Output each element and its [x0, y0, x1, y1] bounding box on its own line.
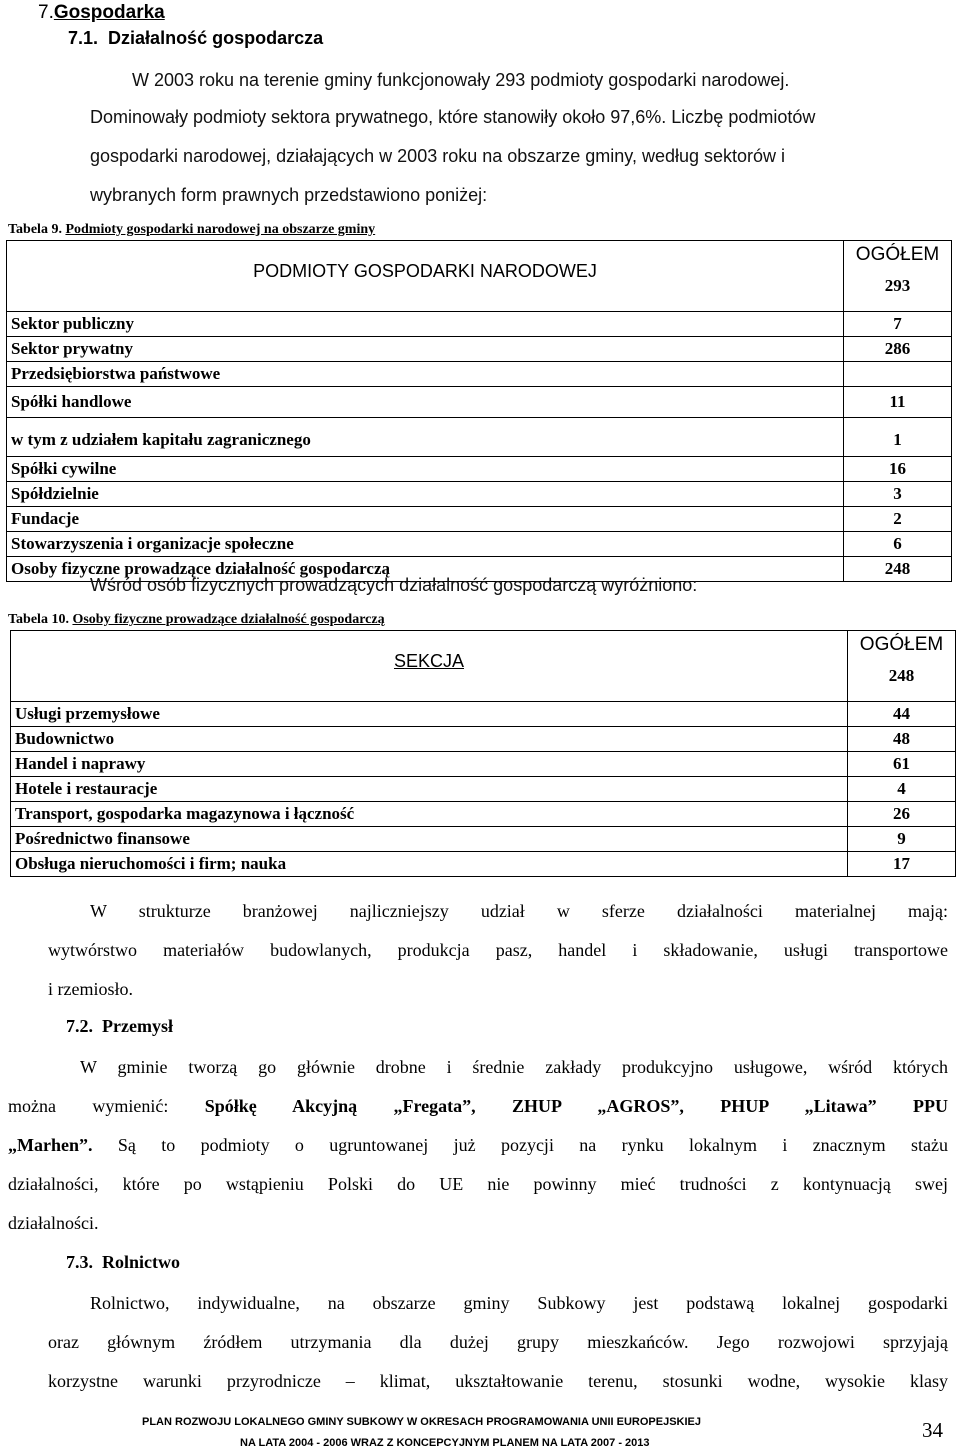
industry-line-3	[8, 1126, 948, 1165]
table-row	[7, 507, 952, 532]
section-7-1-number: 7.1.	[68, 28, 99, 48]
row-value: 11	[844, 387, 952, 418]
row-value: 1	[844, 418, 952, 457]
row-value: 48	[848, 727, 956, 752]
intro-line-2: Dominowały podmioty sektora prywatnego, które stanowiły około 97,6%. Liczbę podmiotów	[90, 107, 816, 127]
row-label: Transport, gospodarka magazynowa i łączność	[11, 802, 848, 827]
industry-line-2	[8, 1087, 948, 1126]
row-value: 3	[844, 482, 952, 507]
table-10-caption-prefix: Tabela 10.	[8, 612, 69, 627]
row-label: Spółki cywilne	[7, 457, 844, 482]
row-value: 9	[848, 827, 956, 852]
table-9-total-value: 293	[884, 276, 911, 295]
between-text: Wśród osób fizycznych prowadzących działalność gospodarczą wyróżniono:	[90, 575, 698, 595]
row-label: Stowarzyszenia i organizacje społeczne	[7, 532, 844, 557]
table-row	[7, 312, 952, 337]
row-label: Budownictwo	[11, 727, 848, 752]
row-value: 6	[844, 532, 952, 557]
agri-line-1: Rolnictwo, indywidualne, na obszarze gminy Subkowy jest podstawą lokalnej gospodarki	[90, 1293, 948, 1313]
industry-companies: Spółkę Akcyjną „Fregata”, ZHUP „AGROS”, PHUP „Litawa” PPU	[204, 1096, 949, 1116]
table-9	[6, 240, 952, 582]
row-label: w tym z udziałem kapitału zagranicznego	[7, 418, 844, 457]
row-label: Hotele i restauracje	[11, 777, 848, 802]
table-row	[7, 482, 952, 507]
agriculture-paragraph	[48, 1284, 948, 1401]
row-label: Obsługa nieruchomości i firm; nauka	[11, 852, 848, 877]
structure-line-2: wytwórstwo materiałów budowlanych, produkcja pasz, handel i składowanie, usługi transportowe	[48, 940, 948, 960]
intro-line-3: gospodarki narodowej, działających w 2003 roku na obszarze gminy, według sektorów i	[90, 146, 786, 166]
industry-line-5: działalności.	[8, 1213, 99, 1233]
row-label: Spółki handlowe	[7, 387, 844, 418]
intro-line-1: W 2003 roku na terenie gminy funkcjonowały 293 podmioty gospodarki narodowej.	[132, 70, 790, 90]
table-9-total-cell	[844, 241, 952, 312]
structure-paragraph	[48, 892, 948, 1009]
table-row	[11, 802, 956, 827]
table-9-header-label: PODMIOTY GOSPODARKI NARODOWEJ	[7, 241, 844, 312]
industry-line-2-normal: można wymienić:	[8, 1096, 205, 1116]
row-value: 2	[844, 507, 952, 532]
row-value: 286	[844, 337, 952, 362]
industry-line-1: W gminie tworzą go głównie drobne i średnie zakłady produkcyjno usługowe, wśród których	[80, 1057, 948, 1077]
table-row	[7, 532, 952, 557]
section-7-2-heading	[66, 1016, 173, 1037]
table-10-total-cell	[848, 631, 956, 702]
table-10-caption	[8, 612, 385, 628]
chapter-heading	[38, 2, 165, 24]
row-value: 7	[844, 312, 952, 337]
table-10-caption-text: Osoby fizyczne prowadzące działalność gospodarczą	[72, 612, 385, 627]
row-value: 17	[848, 852, 956, 877]
table-10-total-label: OGÓŁEM	[859, 634, 944, 655]
chapter-number: 7.	[38, 2, 54, 23]
table-9-caption	[8, 222, 375, 238]
section-7-1-heading	[68, 28, 323, 49]
row-value: 4	[848, 777, 956, 802]
table-row	[7, 387, 952, 418]
table-row	[11, 827, 956, 852]
row-value: 16	[844, 457, 952, 482]
section-7-3-title: Rolnictwo	[102, 1252, 180, 1272]
table-10-header-label: SEKCJA	[393, 651, 465, 671]
page-number: 34	[922, 1418, 943, 1442]
table-10-header-cell	[11, 631, 848, 702]
row-label: Osoby fizyczne prowadzące działalność gospodarczą	[7, 557, 844, 582]
table-row	[11, 702, 956, 727]
industry-line-3-normal: Są to podmioty o ugruntowanej już pozycji na rynku lokalnym i znacznym stażu	[92, 1135, 948, 1155]
section-7-2-number: 7.2.	[66, 1016, 93, 1036]
agri-line-2: oraz głównym źródłem utrzymania dla dużej grupy mieszkańców. Jego rozwojowi sprzyjają	[48, 1332, 948, 1352]
section-7-2-title: Przemysł	[102, 1016, 173, 1036]
row-value	[844, 362, 952, 387]
row-label: Usługi przemysłowe	[11, 702, 848, 727]
table-10-total-value: 248	[888, 666, 915, 685]
row-value: 44	[848, 702, 956, 727]
agri-line-3: korzystne warunki przyrodnicze – klimat, ukształtowanie terenu, stosunki wodne, wysokie klasy	[48, 1371, 948, 1391]
row-label: Handel i naprawy	[11, 752, 848, 777]
table-row	[11, 752, 956, 777]
table-9-caption-prefix: Tabela 9.	[8, 222, 62, 237]
table-9-header-row	[7, 241, 952, 312]
row-label: Przedsiębiorstwa państwowe	[7, 362, 844, 387]
section-7-3-heading	[66, 1252, 180, 1273]
table-row	[7, 457, 952, 482]
row-value: 61	[848, 752, 956, 777]
table-row	[11, 852, 956, 877]
industry-company-marhen: „Marhen”.	[8, 1135, 93, 1155]
industry-line-4: działalności, które po wstąpieniu Polski do UE nie powinny mieć trudności z kontynuacją swej	[8, 1174, 948, 1194]
table-row	[7, 337, 952, 362]
structure-line-3: i rzemiosło.	[48, 979, 133, 999]
table-row	[11, 727, 956, 752]
table-10-header-row	[11, 631, 956, 702]
row-label: Sektor prywatny	[7, 337, 844, 362]
row-label: Spółdzielnie	[7, 482, 844, 507]
table-row	[11, 777, 956, 802]
footer-line-1: PLAN ROZWOJU LOKALNEGO GMINY SUBKOWY W OKRESACH PROGRAMOWANIA UNII EUROPEJSKIEJ	[142, 1416, 701, 1428]
industry-paragraph	[8, 1048, 948, 1243]
row-label: Pośrednictwo finansowe	[11, 827, 848, 852]
table-row	[7, 418, 952, 457]
table-9-total-label: OGÓŁEM	[855, 244, 940, 265]
footer-line-2: NA LATA 2004 - 2006 WRAZ Z KONCEPCYJNYM PLANEM NA LATA 2007 - 2013	[240, 1437, 650, 1449]
table-10	[10, 630, 956, 877]
table-9-caption-text: Podmioty gospodarki narodowej na obszarze gminy	[65, 222, 376, 237]
structure-line-1: W strukturze branżowej najliczniejszy udział w sferze działalności materialnej mają:	[90, 901, 948, 921]
chapter-title: Gospodarka	[53, 2, 165, 23]
row-label: Sektor publiczny	[7, 312, 844, 337]
section-7-1-title: Działalność gospodarcza	[108, 28, 324, 48]
intro-line-4: wybranych form prawnych przedstawiono poniżej:	[90, 185, 488, 205]
row-value: 248	[844, 557, 952, 582]
row-label: Fundacje	[7, 507, 844, 532]
table-row	[7, 362, 952, 387]
row-value: 26	[848, 802, 956, 827]
section-7-3-number: 7.3.	[66, 1252, 93, 1272]
